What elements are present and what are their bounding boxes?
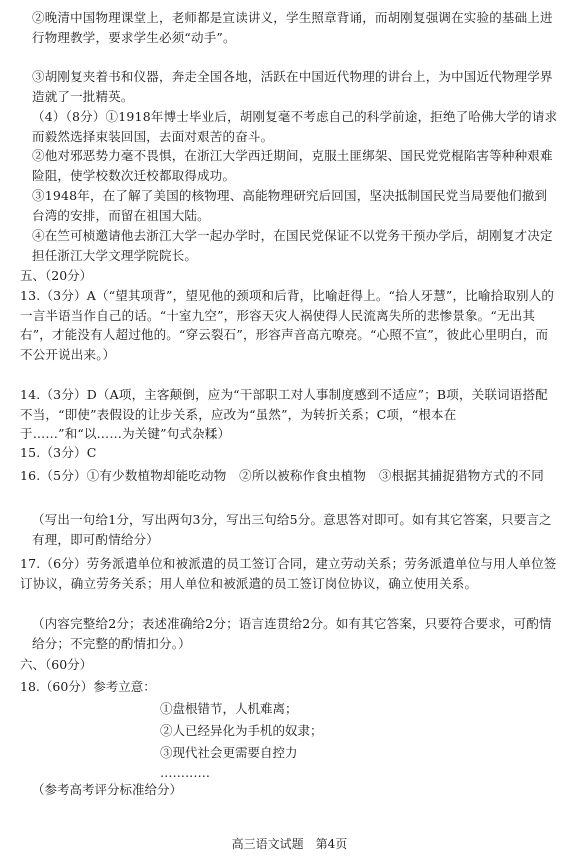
- answer-18: 18.（60分）参考立意：: [20, 679, 156, 694]
- answer-16-note: （写出一句给1分，写出两句3分，写出三句给5分。意思答对即可。如有其它答案，只要言之有理，即可酌情给分）: [32, 512, 552, 547]
- answer-14: 14.（3分）D（A项，主客颠倒，应为“干部职工对人事制度感到不适应”；B项，关联词语搭配不当，“即使”表假设的让步关系，应改为“虽然”，为转折关系；C项，“根本在于……”和“以……为关键”句式杂糅）: [20, 387, 548, 441]
- q18-scoring-note: （参考高考评分标准给分）: [32, 782, 183, 797]
- q18-ref-ellipsis: …………: [160, 765, 210, 780]
- section-six-heading: 六、（60分）: [20, 657, 93, 672]
- page-footer: 高三语文试题 第4页: [231, 837, 348, 851]
- q18-ref-2: ②人已经异化为手机的奴隶；: [160, 723, 323, 738]
- item-3-paragraph: ③胡刚复夹着书和仪器，奔走全国各地，活跃在中国近代物理的讲台上，为中国近代物理学界造就了一批精英。: [32, 69, 553, 104]
- q4-point-3: ③1948年，在了解了美国的核物理、高能物理研究后回国，坚决抵制国民党当局要他们撤到台湾的安排，而留在祖国大陆。: [32, 188, 548, 223]
- answer-17: 17.（6分）劳务派遣单位和被派遣的员工签订合同，建立劳动关系；劳务派遣单位与用人单位签订协议，确立劳务关系；用人单位和被派遣的员工签订岗位协议，确立使用关系。: [20, 556, 557, 591]
- answer-15: 15.（3分）C: [20, 445, 97, 460]
- q18-ref-1: ①盘根错节，人机难离；: [160, 701, 298, 716]
- q4-point-2: ②他对邪恶势力毫不畏惧，在浙江大学西迁期间，克服土匪绑架、国民党党棍陷害等种种艰难险阻，使学校数次迁校都取得成功。: [32, 148, 553, 183]
- q18-ref-3: ③现代社会更需要自控力: [160, 745, 298, 760]
- answer-17-note: （内容完整给2分；表述准确给2分；语言连贯给2分。如有其它答案，只要符合要求，可酌情给分；不完整的酌情扣分。）: [32, 616, 552, 651]
- section-five-heading: 五、（20分）: [20, 268, 93, 283]
- item-2-paragraph: ②晚清中国物理课堂上，老师都是宣读讲义，学生照章背诵，而胡刚复强调在实验的基础上进行物理教学，要求学生必须“动手”。: [32, 10, 553, 45]
- answer-16: 16.（5分）①有少数植物却能吃动物 ②所以被称作食虫植物 ③根据其捕捉猎物方式的不同: [20, 468, 544, 483]
- q4-intro-paragraph: （4）（8分）①1918年博士毕业后，胡刚复毫不考虑自己的科学前途，拒绝了哈佛大学的请求而毅然选择束装回国，去面对艰苦的奋斗。: [32, 109, 558, 144]
- q4-point-4: ④在竺可桢邀请他去浙江大学一起办学时，在国民党保证不以党务干预办学后，胡刚复才决定担任浙江大学文理学院院长。: [32, 228, 553, 263]
- answer-13: 13.（3分）A（“望其项背”，望见他的颈项和后背，比喻赶得上。“拾人牙慧”，比喻拾取别人的一言半语当作自己的话。“十室九空”，形容天灾人祸使得人民流离失所的悲惨景象。“无出其右”，才能没有人超过他的。“穿云裂石”，形容声音高亢嘹亮。“心照不宣”，彼此心里明白，而不公开说出来。）: [20, 288, 555, 362]
